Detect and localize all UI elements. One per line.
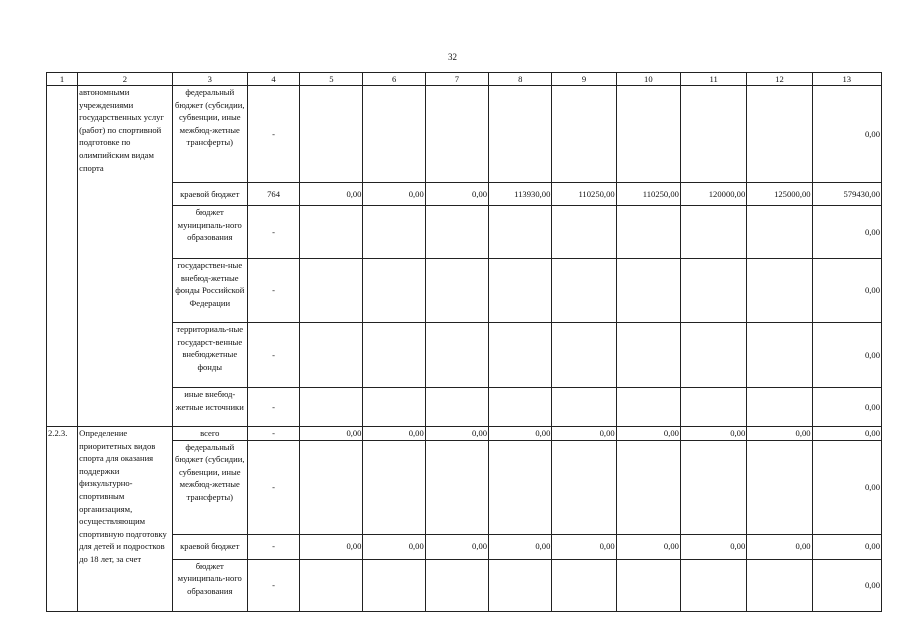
budget-code: 764	[247, 183, 299, 206]
value-cell: 0,00	[300, 534, 363, 559]
funding-source: краевой бюджет	[172, 534, 247, 559]
budget-code: -	[247, 388, 299, 427]
total-value: 0,00	[812, 388, 881, 427]
value-cell: 110250,00	[616, 183, 680, 206]
total-value: 0,00	[812, 259, 881, 323]
funding-source: иные внебюд-жетные источники	[172, 388, 247, 427]
budget-code: -	[247, 427, 299, 441]
col-header: 7	[425, 73, 488, 86]
value-cell: 110250,00	[552, 183, 616, 206]
table-row	[47, 259, 882, 323]
table-row	[47, 534, 882, 559]
value-cell: 0,00	[363, 534, 425, 559]
value-cell: 0,00	[680, 427, 746, 441]
item-name: автономными учреждениями государственных услуг (работ) по спортивной подготовке по олимпийским видам спорта	[78, 86, 172, 427]
value-cell: 120000,00	[680, 183, 746, 206]
budget-code: -	[247, 259, 299, 323]
total-value: 0,00	[812, 206, 881, 259]
col-header: 13	[812, 73, 881, 86]
funding-source: территориаль-ные государст-венные внебюджетные фонды	[172, 323, 247, 388]
col-header: 10	[616, 73, 680, 86]
budget-code: -	[247, 440, 299, 534]
value-cell: 0,00	[747, 427, 812, 441]
value-cell: 0,00	[425, 534, 488, 559]
total-value: 0,00	[812, 86, 881, 183]
col-header: 1	[47, 73, 78, 86]
value-cell: 0,00	[363, 427, 425, 441]
col-header: 4	[247, 73, 299, 86]
total-value: 0,00	[812, 440, 881, 534]
total-value: 579430,00	[812, 183, 881, 206]
budget-table	[46, 72, 882, 612]
funding-source: бюджет муниципаль-ного образования	[172, 206, 247, 259]
header-row	[47, 73, 882, 86]
funding-source: краевой бюджет	[172, 183, 247, 206]
total-value: 0,00	[812, 427, 881, 441]
total-value: 0,00	[812, 534, 881, 559]
budget-code: -	[247, 534, 299, 559]
col-header: 9	[552, 73, 616, 86]
col-header: 12	[747, 73, 812, 86]
budget-code: -	[247, 86, 299, 183]
funding-source: федеральный бюджет (субсидии, субвенции, иные межбюд-жетные трансферты)	[172, 86, 247, 183]
value-cell: 0,00	[552, 534, 616, 559]
item-id	[47, 86, 78, 427]
value-cell: 125000,00	[747, 183, 812, 206]
value-cell: 0,00	[425, 183, 488, 206]
value-cell: 0,00	[489, 534, 552, 559]
col-header: 6	[363, 73, 425, 86]
table-row	[47, 323, 882, 388]
col-header: 11	[680, 73, 746, 86]
budget-code: -	[247, 323, 299, 388]
value-cell: 0,00	[425, 427, 488, 441]
total-value: 0,00	[812, 559, 881, 611]
item-name: Определение приоритетных видов спорта для оказания поддержки физкультурно-спортивным организациям, осуществляющим спортивную подготовку для детей и подростков до 18 лет, за счет	[78, 427, 172, 612]
value-cell: 0,00	[489, 427, 552, 441]
table-row	[47, 206, 882, 259]
value-cell: 0,00	[363, 183, 425, 206]
value-cell: 0,00	[300, 427, 363, 441]
table-row	[47, 183, 882, 206]
value-cell: 0,00	[747, 534, 812, 559]
col-header: 3	[172, 73, 247, 86]
funding-source: государствен-ные внебюд-жетные фонды Российской Федерации	[172, 259, 247, 323]
total-value: 0,00	[812, 323, 881, 388]
table-row	[47, 427, 882, 441]
page-number: 32	[448, 52, 457, 62]
funding-source: федеральный бюджет (субсидии, субвенции, иные межбюд-жетные трансферты)	[172, 440, 247, 534]
col-header: 5	[300, 73, 363, 86]
budget-code: -	[247, 559, 299, 611]
col-header: 8	[489, 73, 552, 86]
value-cell: 0,00	[616, 534, 680, 559]
table-row	[47, 388, 882, 427]
value-cell: 0,00	[616, 427, 680, 441]
value-cell: 0,00	[680, 534, 746, 559]
table-row	[47, 86, 882, 183]
table-row	[47, 440, 882, 534]
funding-source: бюджет муниципаль-ного образования	[172, 559, 247, 611]
budget-code: -	[247, 206, 299, 259]
col-header: 2	[78, 73, 172, 86]
value-cell: 113930,00	[489, 183, 552, 206]
table-row	[47, 559, 882, 611]
item-id: 2.2.3.	[47, 427, 78, 612]
value-cell: 0,00	[300, 183, 363, 206]
funding-source: всего	[172, 427, 247, 441]
value-cell: 0,00	[552, 427, 616, 441]
